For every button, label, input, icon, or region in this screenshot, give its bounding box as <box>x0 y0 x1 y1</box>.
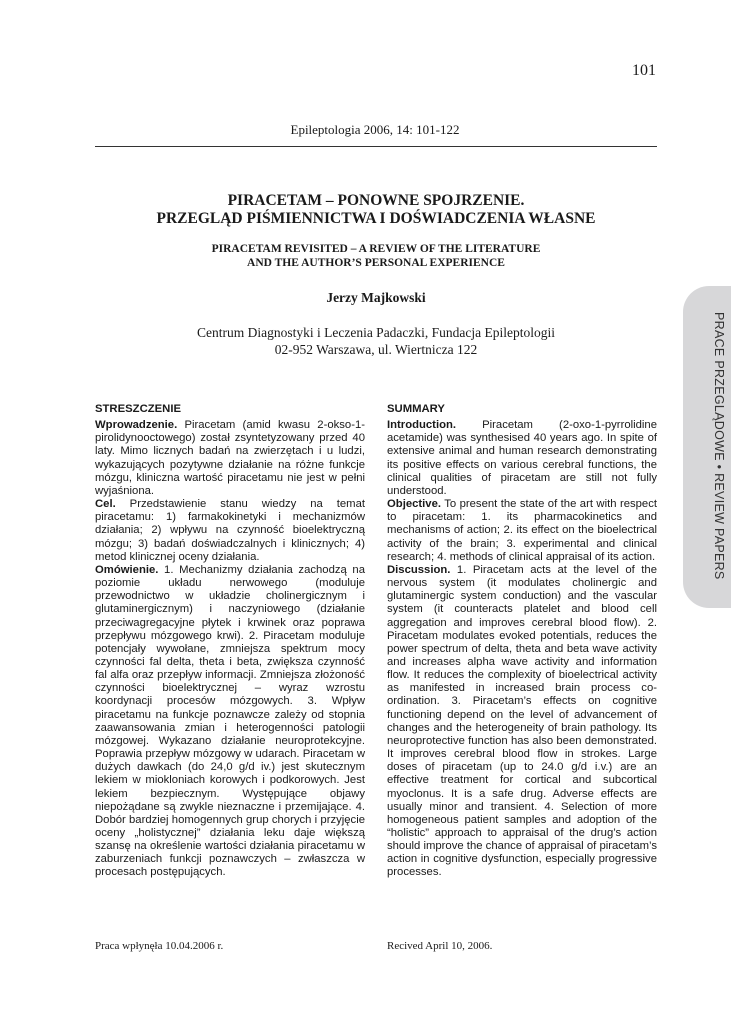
page-number: 101 <box>632 62 656 79</box>
header-rule <box>95 146 657 147</box>
author-affiliation <box>95 324 657 358</box>
article-subtitle <box>95 242 657 270</box>
subtitle-line-1: PIRACETAM REVISITED – A REVIEW OF THE LITERATURE <box>211 243 541 255</box>
abstract-paragraph <box>387 419 657 498</box>
paragraph-text: To present the state of the art with respect to piracetam: 1. its pharmacokinetics and mechanisms of action; 2. its effect on the bioelectrical activity of the brain; 3. experimental and clinical research; 4. methods of clinical appraisal of its action. <box>387 498 657 563</box>
abstract-paragraph <box>95 419 365 498</box>
title-line-1: PIRACETAM – PONOWNE SPOJRZENIE. <box>227 192 525 209</box>
affiliation-line-1: Centrum Diagnostyki i Leczenia Padaczki, Fundacja Epileptologii <box>196 325 556 340</box>
paragraph-label: Wprowadzenie. <box>95 419 178 432</box>
received-date-polish: Praca wpłynęła 10.04.2006 r. <box>95 940 224 952</box>
received-date-english: Recived April 10, 2006. <box>387 940 493 952</box>
affiliation-line-2: 02-952 Warszawa, ul. Wiertnicza 122 <box>274 342 478 357</box>
paragraph-text: 1. Piracetam acts at the level of the nervous system (it modulates cholinergic and glutaminergic system conduction) and the vascular system (it counteracts platelet and blood cell aggregation and improves cerebral blood flow). 2. Piracetam modulates evoked potentials, reduces the power spectrum of delta, theta and beta wave activity and increases alpha wave activity and information flow. It reduces the complexity of bioelectrical activity as manifested in increased brain process co-ordination. 3. Piracetam’s effects on cognitive functioning depend on the level of advancement of changes and the heterogeneity of brain pathology. Its neuroprotective function has also been demonstrated. It improves cerebral blood flow in strokes. Large doses of piracetam (up to 24.0 g/d i.v.) are an effective treatment for cortical and subcortical myoclonus. It is a safe drug. Adverse effects are usually minor and transient. 4. Selection of more homogeneous patient samples and adoption of the “holistic” approach to appraisal of the drug’s action should improve the chance of appraisal of piracetam’s action in cognitive dysfunction, especially progressive processes. <box>387 563 657 879</box>
paragraph-text: Piracetam (2-oxo-1-pyrrolidine acetamide) was synthesised 40 years ago. In spite of extensive animal and human research demonstrating its positive effects on various cerebral functions, the clinical qualities of piracetam are still not fully understood. <box>387 419 657 497</box>
paragraph-text: Przedstawienie stanu wiedzy na temat piracetamu: 1) farmakokinetyki i mechanizmów działania; 2) wpływu na czynność bioelektryczną mózgu; 3) badań doświadczalnych i klinicznych; 4) metod klinicznej oceny działania. <box>95 498 365 563</box>
paragraph-label: Cel. <box>95 498 116 511</box>
paragraph-label: Objective. <box>387 498 441 511</box>
paragraph-label: Introduction. <box>387 419 457 432</box>
abstract-english <box>387 403 657 880</box>
paragraph-text: Piracetam (amid kwasu 2-okso-1-pirolidynooctowego) został zsyntetyzowany przed 40 laty. Mimo licznych badań na zwierzętach i u ludzi, wykazujących pozytywne działanie na różne funkcje mózgu, kliniczna wartość piracetamu nie jest w pełni wyjaśniona. <box>95 419 365 497</box>
subtitle-line-2: AND THE AUTHOR’S PERSONAL EXPERIENCE <box>247 257 505 269</box>
streszczenie-heading: STRESZCZENIE <box>95 403 181 415</box>
article-title <box>95 192 657 228</box>
abstract-paragraph <box>95 564 365 880</box>
abstract-paragraph <box>387 564 657 880</box>
journal-reference: Epileptologia 2006, 14: 101-122 <box>290 122 460 137</box>
abstract-polish <box>95 403 365 880</box>
title-line-2: PRZEGLĄD PIŚMIENNICTWA I DOŚWIADCZENIA WŁASNE <box>156 210 596 227</box>
paragraph-label: Omówienie. <box>95 563 159 576</box>
author-name: Jerzy Majkowski <box>326 290 426 305</box>
section-side-tab-label: PRACE PRZEGLĄDOWE • REVIEW PAPERS <box>712 312 726 580</box>
abstract-paragraph <box>387 498 657 564</box>
summary-heading: SUMMARY <box>387 403 445 415</box>
paragraph-text: 1. Mechanizmy działania zachodzą na poziomie układu nerwowego (moduluje przewodnictwo w układzie cholinergicznym i glutaminergicznym) i naczyniowego (działanie przeciwagregacyjne płytek i krwinek oraz poprawa przepływu mózgowego krwi). 2. Piracetam moduluje potencjały wywołane, zmniejsza spektrum mocy czynności fal delta, theta i beta, zwiększa czynność fal alfa oraz przepływ informacji. Zmniejsza złożoność czynności bioelektrycznej – wyraz wzrostu koordynacji procesów mózgowych. 3. Wpływ piracetamu na funkcje poznawcze zależy od stopnia zaawansowania zmian i heterogenności patologii mózgowej. Wykazano działanie neuroprotekcyjne. Poprawia przepływ mózgowy w udarach. Piracetam w dużych dawkach (do 24,0 g/d iv.) jest skutecznym lekiem w miokloniach korowych i podkorowych. Jest lekiem bezpiecznym. Występujące objawy niepożądane są zwykle nieznaczne i przemijające. 4. Dobór bardziej homogennych grup chorych i przyjęcie oceny „holistycznej” działania leku daje większą szansę na określenie wartości działania piracetamu w zaburzeniach funkcji poznawczych – zwłaszcza w procesach postępujących. <box>95 563 365 879</box>
paragraph-label: Discussion. <box>387 563 451 576</box>
abstract-paragraph <box>95 498 365 564</box>
